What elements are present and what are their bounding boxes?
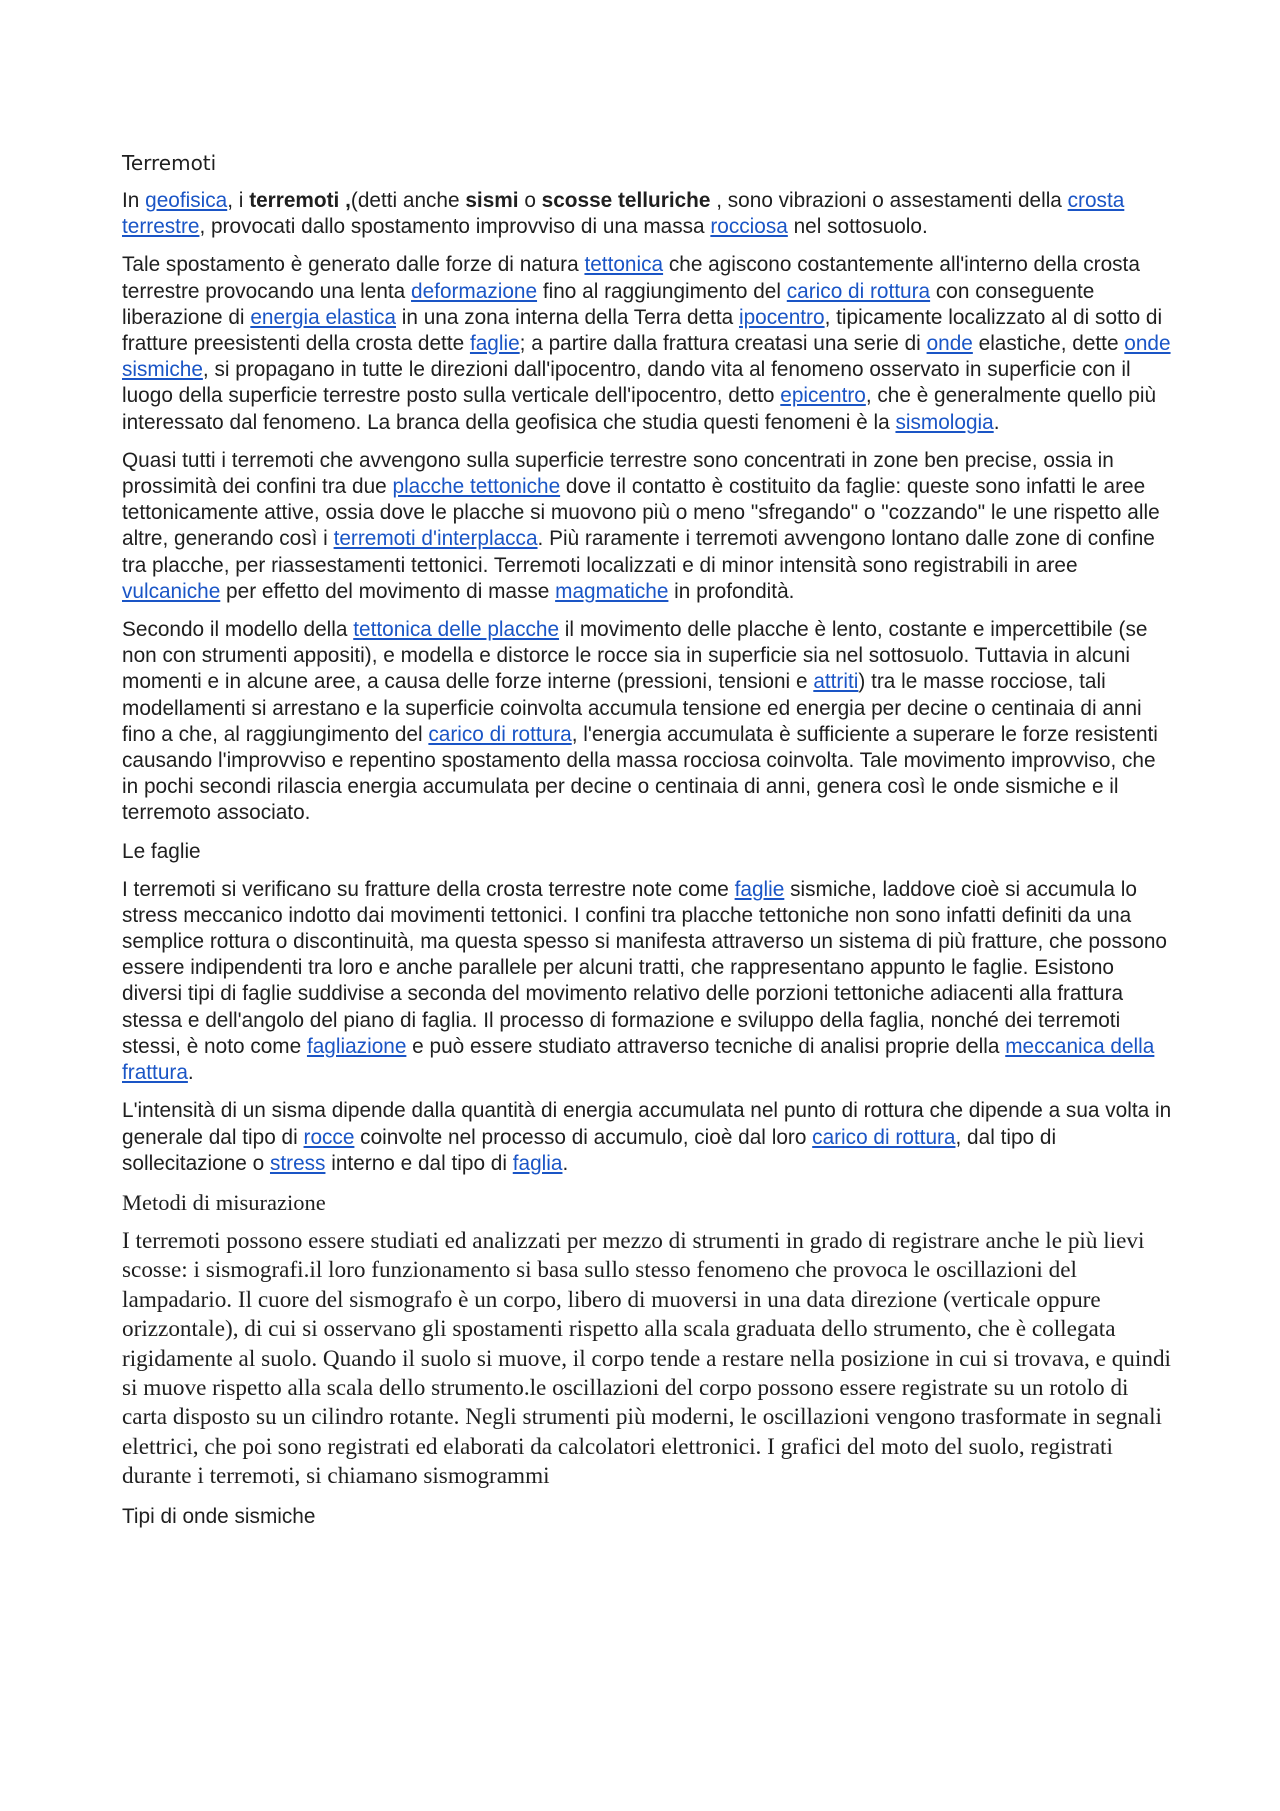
document-title: Terremoti bbox=[122, 151, 217, 175]
link-carico-di-rottura[interactable]: carico di rottura bbox=[786, 279, 931, 303]
paragraph-intro bbox=[122, 188, 1172, 240]
text: , l'energia accumulata è sufficiente a superare le forze resistenti causando l'improvviso e repentino spostamento della massa rocciosa coinvolta. Tale movimento improvviso, che in pochi secondi rilascia energia accumulata per decine o centinaia di anni, genera così le onde sismiche e il terremoto associato. bbox=[122, 722, 1158, 825]
text: interno e dal tipo di bbox=[325, 1151, 513, 1175]
text: nel sottosuolo. bbox=[787, 215, 928, 239]
text: , dal tipo di sollecitazione o bbox=[122, 1125, 1057, 1175]
link-carico-di-rottura[interactable]: carico di rottura bbox=[812, 1125, 956, 1149]
link-epicentro[interactable]: epicentro bbox=[780, 384, 866, 408]
paragraph-placche bbox=[122, 448, 1172, 605]
text: Tale spostamento è generato dalle forze di natura bbox=[122, 253, 585, 277]
text: in profondità. bbox=[668, 579, 795, 603]
heading-metodi-di-misurazione: Metodi di misurazione bbox=[122, 1189, 326, 1215]
link-tettonica[interactable]: tettonica bbox=[584, 253, 664, 277]
link-faglie[interactable]: faglie bbox=[734, 877, 785, 901]
text: , che è generalmente quello più interessato dal fenomeno. La branca della geofisica che studia questi fenomeni è la bbox=[122, 384, 1157, 434]
link-vulcaniche[interactable]: vulcaniche bbox=[122, 579, 221, 603]
text: , provocati dallo spostamento improvviso di una massa bbox=[199, 215, 711, 239]
text: , tipicamente localizzato al di sotto di fratture preesistenti della crosta dette bbox=[122, 305, 1163, 356]
bold-term: terremoti , bbox=[249, 189, 351, 212]
text: il movimento delle placche è lento, costante e impercettibile (se non con strumenti appositi), e modella e distorce le rocce sia in superficie sia nel sottosuolo. Tuttavia in alcuni momenti e in alcune aree, a causa delle forze interne (pressioni, tensioni e bbox=[122, 618, 1148, 694]
link-fagliazione[interactable]: fagliazione bbox=[306, 1034, 407, 1058]
paragraph-spostamento bbox=[122, 252, 1172, 435]
link-onde[interactable]: onde bbox=[926, 332, 973, 356]
heading-tipi-di-onde-sismiche: Tipi di onde sismiche bbox=[122, 1504, 316, 1528]
text: I terremoti si verificano su fratture della crosta terrestre note come bbox=[122, 877, 735, 901]
text: . bbox=[993, 410, 1000, 434]
text: Secondo il modello della bbox=[122, 618, 354, 642]
text: dove il contatto è costituito da faglie: queste sono infatti le aree tettonicamente attive, ossia dove le placche si muovono più o meno "sfregando" o "cozzando" le une rispetto alle altre, generando così i bbox=[122, 475, 1160, 551]
text: ) tra le masse rocciose, tali modellamenti si arrestano e la superficie coinvolta accumula tensione ed energia per decine o centinaia di anni fino a che, al raggiungimento del bbox=[122, 670, 1142, 746]
paragraph-sismografi: I terremoti possono essere studiati ed analizzati per mezzo di strumenti in grado di registrare anche le più lievi scosse: i sismografi.il loro funzionamento si basa sullo stesso fenomeno che provoca le oscillazioni del lampadario. Il cuore del sismografo è un corpo, libero di muoversi in una data direzione (verticale oppure orizzontale), di cui si osservano gli spostamenti rispetto alla scala graduata dello strumento, che è collegata rigidamente al suolo. Quando il suolo si muove, il corpo tende a restare nella posizione in cui si trovava, e quindi si muove rispetto alla scala dello strumento.le oscillazioni del corpo possono essere registrate su un rotolo di carta disposto su un cilindro rotante. Negli strumenti più moderni, le oscillazioni vengono trasformate in segnali elettrici, che poi sono registrati ed elaborati da calcolatori elettronici. I grafici del moto del suolo, registrati durante i terremoti, si chiamano sismogrammi bbox=[122, 1227, 1171, 1490]
paragraph-faglie bbox=[122, 877, 1172, 1087]
text: coinvolte nel processo di accumulo, cioè dal loro bbox=[354, 1125, 813, 1149]
text: sismiche, laddove cioè si accumula lo stress meccanico indotto dai movimenti tettonici. I confini tra placche tettoniche non sono infatti definiti da una semplice rottura o discontinuità, ma questa spesso si manifesta attraverso un sistema di più fratture, che possono essere indipendenti tra loro e anche parallele per alcuni tratti, che rappresentano appunto le faglie. Esistono diversi tipi di faglie suddivise a seconda del movimento relativo delle porzioni tettoniche adiacenti alla frattura stessa e dell'angolo del piano di faglia. Il processo di formazione e sviluppo della faglia, nonché dei terremoti stessi, è noto come bbox=[122, 877, 1167, 1058]
text: (detti anche bbox=[350, 189, 466, 212]
text: per effetto del movimento di masse bbox=[220, 579, 556, 603]
text: che agiscono costantemente all'interno della crosta terrestre provocando una lenta bbox=[122, 253, 1140, 303]
link-sismologia[interactable]: sismologia bbox=[895, 410, 994, 434]
link-onde-sismiche[interactable]: onde sismiche bbox=[122, 332, 1171, 382]
link-magmatiche[interactable]: magmatiche bbox=[555, 579, 669, 603]
bold-term: scosse telluriche bbox=[541, 189, 711, 212]
link-rocciosa[interactable]: rocciosa bbox=[710, 215, 788, 239]
text: elastiche, dette bbox=[972, 332, 1125, 356]
link-terremoti-interplacca[interactable]: terremoti d'interplacca bbox=[333, 527, 538, 551]
bold-term: sismi bbox=[465, 189, 519, 212]
link-rocce[interactable]: rocce bbox=[303, 1125, 355, 1149]
link-carico-di-rottura[interactable]: carico di rottura bbox=[428, 722, 572, 746]
link-stress[interactable]: stress bbox=[269, 1151, 326, 1175]
paragraph-tettonica-placche bbox=[122, 617, 1172, 827]
link-faglie[interactable]: faglie bbox=[469, 332, 520, 356]
text: Quasi tutti i terremoti che avvengono sulla superficie terrestre sono concentrati in zone ben precise, ossia in prossimità dei confini tra due bbox=[122, 448, 1114, 499]
link-ipocentro[interactable]: ipocentro bbox=[739, 305, 825, 329]
text: In bbox=[122, 189, 146, 212]
heading-le-faglie: Le faglie bbox=[122, 839, 201, 863]
link-faglia[interactable]: faglia bbox=[512, 1151, 563, 1175]
link-deformazione[interactable]: deformazione bbox=[411, 279, 538, 303]
text: . Più raramente i terremoti avvengono lontano dalle zone di confine tra placche, per riassestamenti tettonici. Terremoti localizzati e di minor intensità sono registrabili in aree bbox=[122, 527, 1155, 577]
text: . bbox=[562, 1151, 569, 1175]
link-placche-tettoniche[interactable]: placche tettoniche bbox=[392, 475, 561, 499]
text: in una zona interna della Terra detta bbox=[396, 305, 739, 329]
link-energia-elastica[interactable]: energia elastica bbox=[250, 305, 396, 329]
text: , si propagano in tutte le direzioni dall'ipocentro, dando vita al fenomeno osservato in superficie con il luogo della superficie terrestre posto sulla verticale dell'ipocentro, detto bbox=[122, 358, 1131, 408]
text: L'intensità di un sisma dipende dalla quantità di energia accumulata nel punto di rottura che dipende a sua volta in generale dal tipo di bbox=[122, 1099, 1172, 1149]
link-crosta-terrestre[interactable]: crosta terrestre bbox=[122, 189, 1125, 239]
paragraph-intensita bbox=[122, 1098, 1172, 1177]
text: fino al raggiungimento del bbox=[537, 279, 787, 303]
link-meccanica-della-frattura[interactable]: meccanica della frattura bbox=[122, 1034, 1155, 1085]
text: , sono vibrazioni o assestamenti della bbox=[710, 189, 1068, 212]
text: con conseguente liberazione di bbox=[122, 279, 1095, 329]
link-attriti[interactable]: attriti bbox=[813, 670, 859, 694]
text: , i bbox=[227, 189, 250, 212]
link-tettonica-delle-placche[interactable]: tettonica delle placche bbox=[353, 618, 560, 642]
text: e può essere studiato attraverso tecniche di analisi proprie della bbox=[406, 1034, 1006, 1058]
text: . bbox=[187, 1061, 194, 1085]
link-geofisica[interactable]: geofisica bbox=[145, 189, 228, 212]
text: ; a partire dalla frattura creatasi una serie di bbox=[519, 332, 927, 356]
document-page bbox=[122, 150, 1172, 1542]
text: o bbox=[518, 189, 542, 212]
